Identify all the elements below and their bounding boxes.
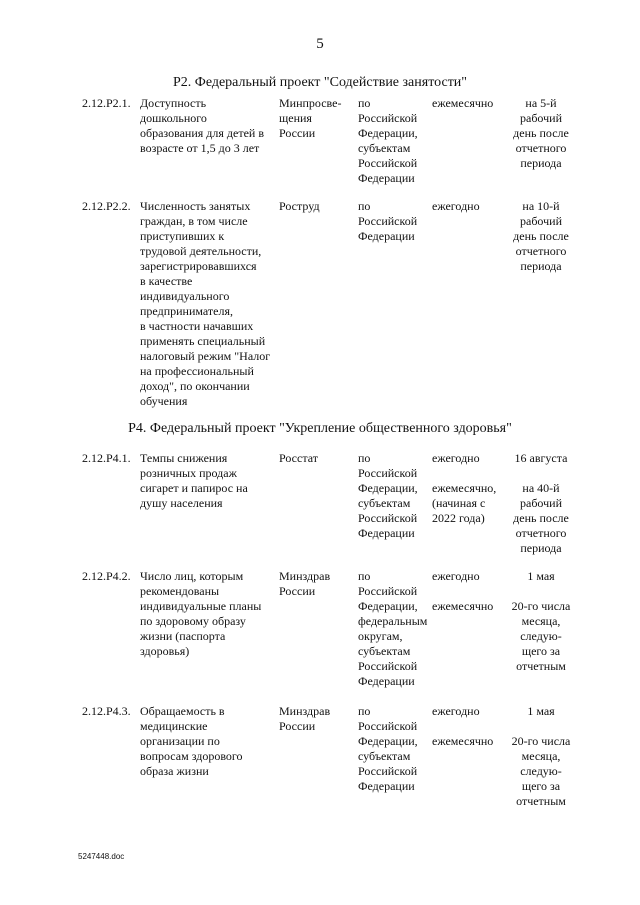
- indicator-name-line: розничных продаж: [140, 466, 237, 480]
- data-level-line: по: [358, 199, 371, 213]
- periodicity-line: ежегодно: [432, 199, 480, 213]
- deadline-line: 1 мая: [527, 569, 555, 583]
- data-level: [358, 451, 440, 541]
- indicator-name-line: вопросам здорового: [140, 749, 243, 763]
- data-level-line: Федерации,: [358, 126, 418, 140]
- deadline-line: периода: [520, 156, 562, 170]
- page-number: 5: [316, 36, 324, 52]
- data-level-line: Российской: [358, 719, 418, 733]
- indicator-name-line: Темпы снижения: [140, 451, 228, 465]
- indicator-name-line: зарегистрировавшихся: [140, 259, 257, 273]
- indicator-name-line: индивидуальные планы: [140, 599, 262, 613]
- indicator-name: [140, 569, 280, 659]
- periodicity-line: (начиная с: [432, 496, 486, 510]
- deadline: [500, 199, 582, 274]
- indicator-name-line: Обращаемость в: [140, 704, 225, 718]
- data-level-line: Федерации: [358, 229, 415, 243]
- indicator-name-line: медицинские: [140, 719, 208, 733]
- data-level-line: Российской: [358, 511, 418, 525]
- periodicity-line: ежегодно: [432, 704, 480, 718]
- deadline: [500, 96, 582, 171]
- data-level-line: Федерации,: [358, 734, 418, 748]
- responsible-org: [279, 569, 355, 599]
- indicator-name-line: Число лиц, которым: [140, 569, 244, 583]
- footer-filename: 5247448.doc: [78, 852, 125, 861]
- responsible-org: [279, 199, 355, 214]
- data-level: [358, 704, 440, 794]
- data-level-line: Федерации: [358, 526, 415, 540]
- data-level: [358, 199, 440, 244]
- periodicity: [432, 96, 504, 111]
- data-level-line: Российской: [358, 584, 418, 598]
- data-level-line: Российской: [358, 156, 418, 170]
- indicator-code: 2.12.Р2.1.: [82, 96, 131, 110]
- deadline-line: щего за: [521, 779, 561, 793]
- indicator-code: 2.12.Р4.1.: [82, 451, 131, 465]
- deadline-line: отчетным: [516, 659, 566, 673]
- data-level-line: Федерации,: [358, 599, 418, 613]
- responsible-org-line: Минздрав: [279, 569, 331, 583]
- indicator-name-line: применять специальный: [140, 334, 266, 348]
- deadline-line: щего за: [521, 644, 561, 658]
- data-level: [358, 96, 440, 186]
- periodicity: [432, 451, 504, 526]
- indicator-name-line: образа жизни: [140, 764, 209, 778]
- data-level-line: по: [358, 451, 371, 465]
- deadline-line: отчетного: [515, 141, 567, 155]
- data-level-line: федеральным: [358, 614, 428, 628]
- data-level-line: субъектам: [358, 644, 411, 658]
- indicator-name-line: на профессиональный: [140, 364, 254, 378]
- data-level-line: Федерации: [358, 779, 415, 793]
- indicator-name-line: жизни (паспорта: [140, 629, 226, 643]
- data-level-line: Российской: [358, 466, 418, 480]
- deadline-line: отчетным: [516, 794, 566, 808]
- indicator-name-line: по здоровому образу: [140, 614, 246, 628]
- deadline-line: рабочий: [520, 111, 562, 125]
- deadline-line: 20-го числа: [511, 599, 571, 613]
- deadline-line: день после: [513, 511, 569, 525]
- periodicity-line: ежемесячно,: [432, 481, 497, 495]
- data-level-line: Российской: [358, 111, 418, 125]
- deadline: [500, 451, 582, 556]
- responsible-org-line: России: [279, 126, 316, 140]
- deadline-line: на 5-й: [525, 96, 557, 110]
- indicator-name-line: граждан, в том числе: [140, 214, 248, 228]
- indicator-code: 2.12.Р4.2.: [82, 569, 131, 583]
- deadline-line: рабочий: [520, 496, 562, 510]
- indicator-name-line: обучения: [140, 394, 188, 408]
- indicator-name-line: в качестве: [140, 274, 193, 288]
- indicator-name-line: в частности начавших: [140, 319, 254, 333]
- indicator-name-line: дошкольного: [140, 111, 207, 125]
- indicator-name-line: Доступность: [140, 96, 207, 110]
- deadline-line: месяца,: [521, 614, 561, 628]
- indicator-name: [140, 704, 280, 779]
- deadline-line: следую-: [520, 764, 562, 778]
- deadline-line: месяца,: [521, 749, 561, 763]
- periodicity: [432, 199, 504, 214]
- responsible-org-line: Минздрав: [279, 704, 331, 718]
- data-level: [358, 569, 440, 689]
- indicator-name-line: индивидуального: [140, 289, 230, 303]
- indicator-name: [140, 451, 280, 511]
- section-title-p2: Р2. Федеральный проект "Содействие занятости": [172, 75, 468, 90]
- data-level-line: Федерации,: [358, 481, 418, 495]
- periodicity-line: ежегодно: [432, 451, 480, 465]
- periodicity: [432, 569, 504, 614]
- periodicity: [432, 704, 504, 749]
- deadline-line: отчетного: [515, 526, 567, 540]
- indicator-name-line: образования для детей в: [140, 126, 265, 140]
- indicator-name-line: здоровья): [140, 644, 190, 658]
- indicator-name-line: налоговый режим "Налог: [140, 349, 271, 363]
- data-level-line: по: [358, 704, 371, 718]
- responsible-org-line: Роструд: [279, 199, 320, 213]
- deadline-line: 20-го числа: [511, 734, 571, 748]
- indicator-name-line: рекомендованы: [140, 584, 220, 598]
- responsible-org-line: России: [279, 584, 316, 598]
- data-level-line: субъектам: [358, 749, 411, 763]
- responsible-org: [279, 451, 355, 466]
- responsible-org-line: Минпросве-: [279, 96, 342, 110]
- responsible-org-line: щения: [279, 111, 312, 125]
- responsible-org-line: Росстат: [279, 451, 318, 465]
- data-level-line: Российской: [358, 659, 418, 673]
- periodicity-line: ежегодно: [432, 569, 480, 583]
- indicator-name-line: организации по: [140, 734, 220, 748]
- data-level-line: Российской: [358, 214, 418, 228]
- indicator-name-line: сигарет и папирос на: [140, 481, 248, 495]
- deadline-line: периода: [520, 541, 562, 555]
- periodicity-line: ежемесячно: [432, 96, 494, 110]
- deadline-line: день после: [513, 126, 569, 140]
- data-level-line: субъектам: [358, 141, 411, 155]
- indicator-name-line: Численность занятых: [140, 199, 251, 213]
- responsible-org: [279, 96, 355, 141]
- data-level-line: Российской: [358, 764, 418, 778]
- indicator-code: 2.12.Р4.3.: [82, 704, 131, 718]
- deadline-line: 16 августа: [514, 451, 568, 465]
- deadline: [500, 569, 582, 674]
- indicator-name-line: предпринимателя,: [140, 304, 233, 318]
- data-level-line: Федерации: [358, 171, 415, 185]
- indicator-name-line: доход", по окончании: [140, 379, 250, 393]
- data-level-line: субъектам: [358, 496, 411, 510]
- section-title-p4: Р4. Федеральный проект "Укрепление общественного здоровья": [128, 421, 512, 436]
- periodicity-line: ежемесячно: [432, 599, 494, 613]
- data-level-line: Федерации: [358, 674, 415, 688]
- data-level-line: по: [358, 569, 371, 583]
- deadline-line: 1 мая: [527, 704, 555, 718]
- indicator-name-line: возрасте от 1,5 до 3 лет: [140, 141, 260, 155]
- indicator-name: [140, 199, 280, 409]
- periodicity-line: ежемесячно: [432, 734, 494, 748]
- indicator-name: [140, 96, 280, 156]
- indicator-name-line: душу населения: [140, 496, 223, 510]
- indicator-name-line: приступивших к: [140, 229, 225, 243]
- responsible-org-line: России: [279, 719, 316, 733]
- data-level-line: округам,: [358, 629, 403, 643]
- responsible-org: [279, 704, 355, 734]
- indicator-code: 2.12.Р2.2.: [82, 199, 131, 213]
- periodicity-line: 2022 года): [432, 511, 485, 525]
- deadline-line: отчетного: [515, 244, 567, 258]
- deadline-line: рабочий: [520, 214, 562, 228]
- deadline: [500, 704, 582, 809]
- deadline-line: день после: [513, 229, 569, 243]
- indicator-name-line: трудовой деятельности,: [140, 244, 262, 258]
- data-level-line: по: [358, 96, 371, 110]
- deadline-line: следую-: [520, 629, 562, 643]
- deadline-line: на 10-й: [522, 199, 560, 213]
- deadline-line: на 40-й: [522, 481, 560, 495]
- deadline-line: периода: [520, 259, 562, 273]
